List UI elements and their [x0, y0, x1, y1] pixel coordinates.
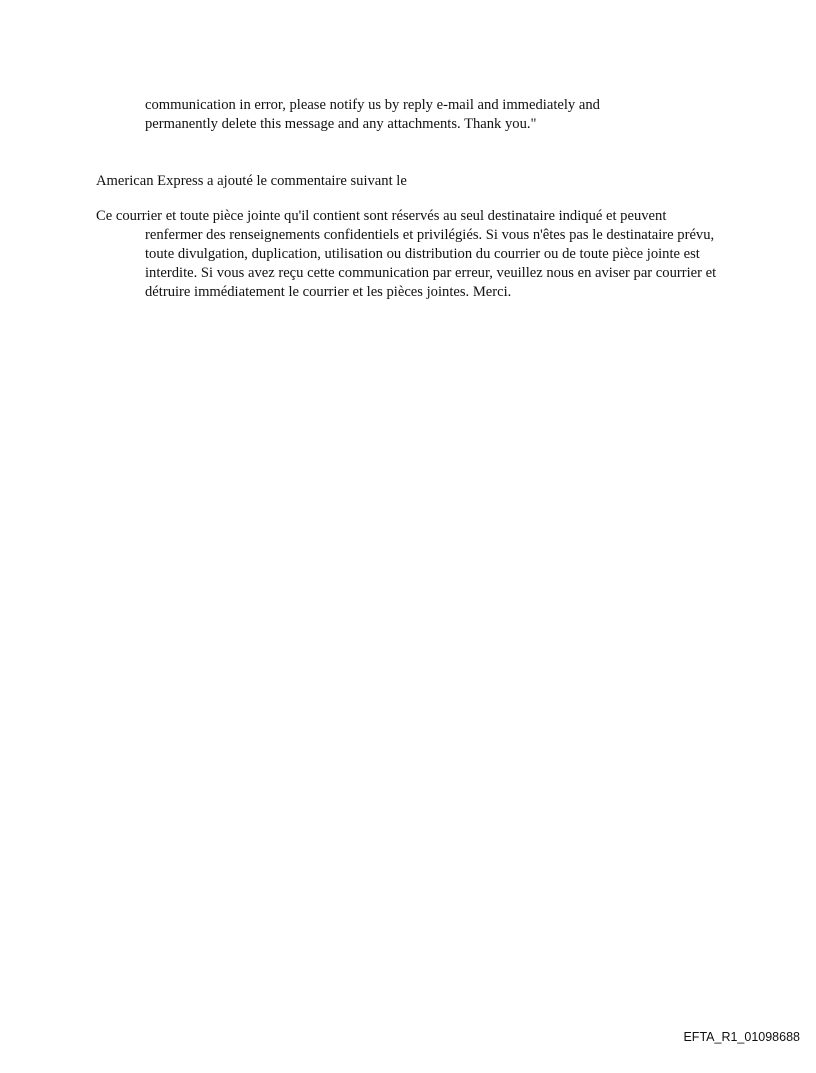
- english-disclaimer-line: permanently delete this message and any attachments. Thank you.": [145, 116, 537, 132]
- document-id-label: EFTA_R1_01098688: [683, 1030, 800, 1044]
- english-disclaimer-line: communication in error, please notify us by reply e-mail and immediately and: [145, 97, 600, 113]
- french-disclaimer-paragraph: Ce courrier et toute pièce jointe qu'il contient sont réservés au seul destinataire indiqué et peuvent renfermer des renseignements confidentiels et privilégiés. Si vous n'êtes pas le destinataire prévu, toute divulgation, duplication, utilisation ou distribution du courrier ou de toute pièce jointe est interdite. Si vous avez reçu cette communication par erreur, veuillez nous en aviser par courrier et détruire immédiatement le courrier et les pièces jointes. Merci.: [96, 208, 717, 300]
- english-disclaimer-block: [145, 96, 600, 134]
- french-comment-intro: American Express a ajouté le commentaire suivant le: [96, 173, 407, 189]
